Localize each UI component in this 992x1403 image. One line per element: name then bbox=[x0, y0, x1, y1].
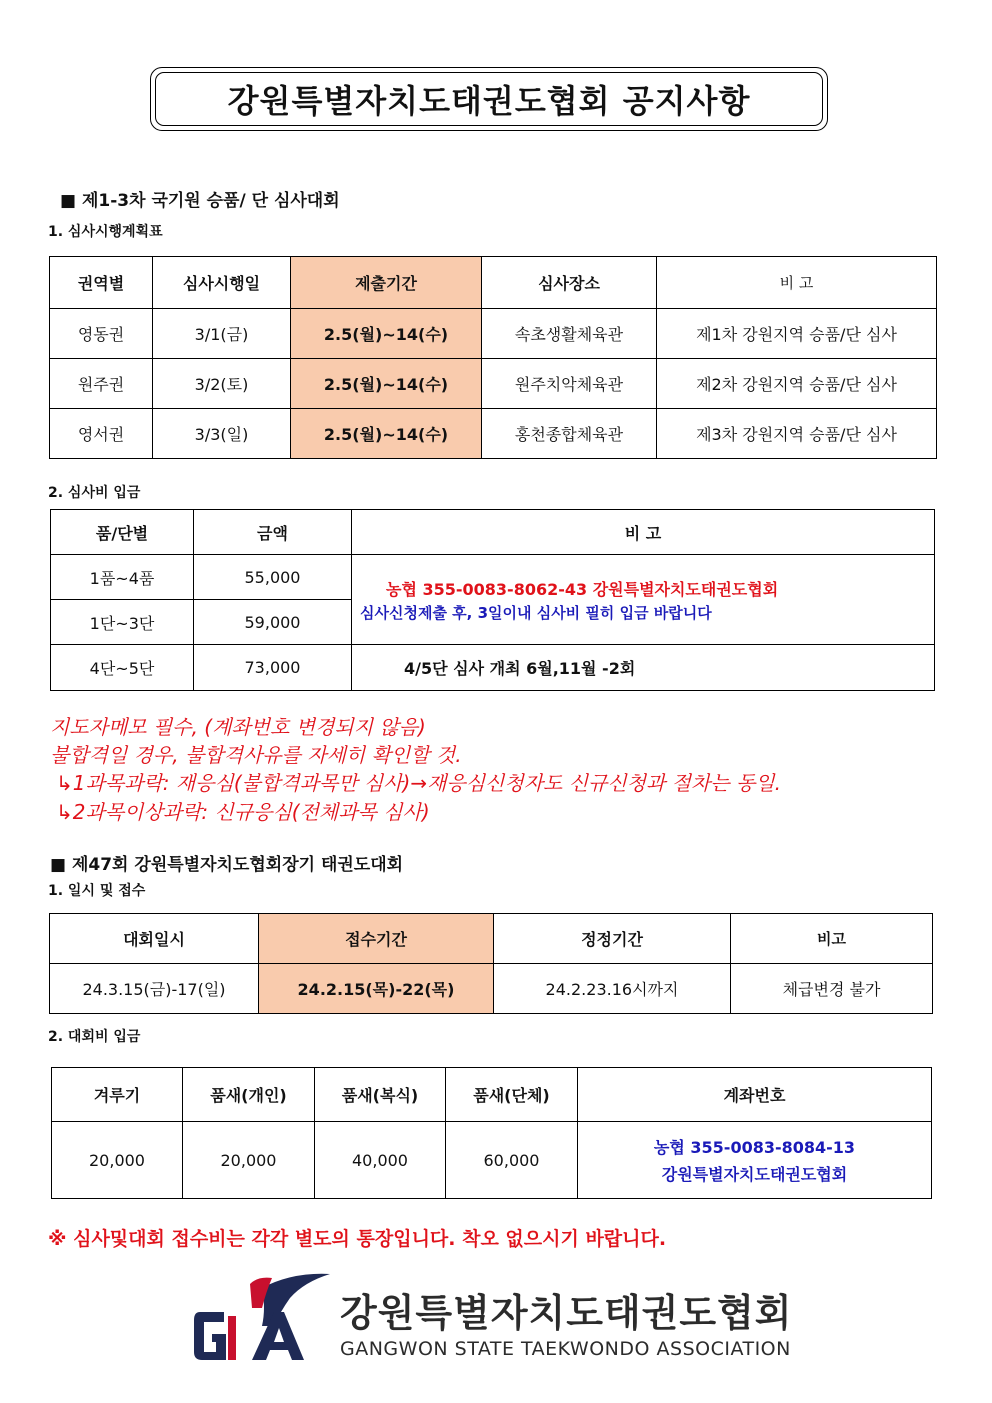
table-cell: 2.5(월)~14(수) bbox=[291, 309, 482, 359]
table-cell: 4단~5단 bbox=[51, 645, 194, 691]
table-header: 품새(복식) bbox=[315, 1068, 446, 1122]
table-cell: 제2차 강원지역 승품/단 심사 bbox=[657, 359, 937, 409]
tournament-schedule-table bbox=[49, 913, 933, 1014]
table-cell: 73,000 bbox=[194, 645, 352, 691]
section1-sub1: 1. 심사시행계획표 bbox=[48, 224, 163, 240]
exam-schedule-table bbox=[49, 256, 937, 459]
table-cell: 1단~3단 bbox=[51, 600, 194, 645]
section1-sub2: 2. 심사비 입금 bbox=[48, 485, 141, 501]
high-dan-note: 4/5단 심사 개최 6월,11월 -2회 bbox=[352, 645, 935, 691]
table-row bbox=[50, 359, 937, 409]
logo-letter-a bbox=[252, 1312, 304, 1360]
table-row bbox=[50, 409, 937, 459]
table-header: 겨루기 bbox=[52, 1068, 183, 1122]
table-row bbox=[50, 309, 937, 359]
memo-line: 불합격일 경우, 불합격사유를 자세히 확인할 것. bbox=[50, 743, 462, 767]
table-cell: 40,000 bbox=[315, 1122, 446, 1199]
table-cell: 24.2.15(목)-22(목) bbox=[259, 964, 494, 1014]
tournament-account-line: 농협 355-0083-8084-13 bbox=[653, 1138, 856, 1157]
table-cell: 3/2(토) bbox=[153, 359, 291, 409]
table-cell: 55,000 bbox=[194, 555, 352, 600]
table-header: 심사장소 bbox=[482, 257, 657, 309]
table-cell: 원주권 bbox=[50, 359, 153, 409]
table-cell: 제1차 강원지역 승품/단 심사 bbox=[657, 309, 937, 359]
table-cell: 속초생활체육관 bbox=[482, 309, 657, 359]
footer-notice: ※ 심사및대회 접수비는 각각 별도의 통장입니다. 착오 없으시기 바랍니다. bbox=[48, 1228, 667, 1250]
table-cell: 원주치악체육관 bbox=[482, 359, 657, 409]
table-header: 권역별 bbox=[50, 257, 153, 309]
table-header: 계좌번호 bbox=[578, 1068, 932, 1122]
table-header: 비 고 bbox=[352, 510, 935, 555]
table-cell: 홍천종합체육관 bbox=[482, 409, 657, 459]
logo-name-korean: 강원특별자치도태권도협회 bbox=[340, 1291, 793, 1335]
table-cell: 제3차 강원지역 승품/단 심사 bbox=[657, 409, 937, 459]
memo-line: ↳1과목과락: 재응심(불합격과목만 심사)→재응심신청자도 신규신청과 절차는 동일. bbox=[56, 771, 781, 795]
exam-fee-table bbox=[50, 509, 935, 691]
table-cell: 1품~4품 bbox=[51, 555, 194, 600]
page-title: 강원특별자치도태권도협회 공지사항 bbox=[155, 72, 823, 126]
table-cell: 체급변경 불가 bbox=[731, 964, 933, 1014]
association-logo-mark bbox=[192, 1268, 332, 1364]
tournament-fee-table bbox=[51, 1067, 932, 1199]
table-cell: 24.2.23.16시까지 bbox=[494, 964, 731, 1014]
tournament-account-name: 강원특별자치도태권도협회 bbox=[661, 1165, 848, 1184]
table-cell: 2.5(월)~14(수) bbox=[291, 409, 482, 459]
table-header: 품새(단체) bbox=[446, 1068, 578, 1122]
section2-heading: ■ 제47회 강원특별자치도협회장기 태권도대회 bbox=[50, 855, 404, 875]
fee-deposit-note: 심사신청제출 후, 3일이내 심사비 필히 입금 바랍니다 bbox=[360, 603, 712, 622]
table-header: 정정기간 bbox=[494, 914, 731, 964]
table-row bbox=[51, 645, 935, 691]
table-header: 접수기간 bbox=[259, 914, 494, 964]
table-cell: 20,000 bbox=[52, 1122, 183, 1199]
table-cell: 영동권 bbox=[50, 309, 153, 359]
table-header: 비 고 bbox=[657, 257, 937, 309]
table-cell: 20,000 bbox=[183, 1122, 315, 1199]
table-header: 금액 bbox=[194, 510, 352, 555]
table-header: 대회일시 bbox=[50, 914, 259, 964]
table-cell: 3/3(일) bbox=[153, 409, 291, 459]
table-cell: 24.3.15(금)-17(일) bbox=[50, 964, 259, 1014]
table-header: 품새(개인) bbox=[183, 1068, 315, 1122]
title-box bbox=[150, 67, 828, 131]
section2-sub1: 1. 일시 및 접수 bbox=[48, 883, 146, 899]
logo-letter-t bbox=[228, 1316, 236, 1360]
table-header: 비고 bbox=[731, 914, 933, 964]
logo-name-english: GANGWON STATE TAEKWONDO ASSOCIATION bbox=[340, 1338, 791, 1360]
table-cell: 59,000 bbox=[194, 600, 352, 645]
tournament-account-cell bbox=[578, 1122, 932, 1199]
fee-account-cell bbox=[352, 555, 935, 645]
memo-line: 지도자메모 필수, (계좌번호 변경되지 않음) bbox=[50, 715, 426, 739]
table-row bbox=[51, 555, 935, 600]
table-header: 품/단별 bbox=[51, 510, 194, 555]
logo-letter-g bbox=[194, 1312, 226, 1360]
table-row bbox=[52, 1122, 932, 1199]
section1-heading: ■ 제1-3차 국기원 승품/ 단 심사대회 bbox=[60, 191, 340, 211]
memo-line: ↳2과목이상과락: 신규응심(전체과목 심사) bbox=[56, 800, 430, 824]
table-header: 심사시행일 bbox=[153, 257, 291, 309]
fee-account-line: 농협 355-0083-8062-43 강원특별자치도태권도협회 bbox=[386, 579, 779, 599]
table-cell: 3/1(금) bbox=[153, 309, 291, 359]
table-cell: 영서권 bbox=[50, 409, 153, 459]
table-header: 제출기간 bbox=[291, 257, 482, 309]
table-cell: 60,000 bbox=[446, 1122, 578, 1199]
section2-sub2: 2. 대회비 입금 bbox=[48, 1029, 141, 1045]
table-row bbox=[50, 964, 933, 1014]
table-cell: 2.5(월)~14(수) bbox=[291, 359, 482, 409]
